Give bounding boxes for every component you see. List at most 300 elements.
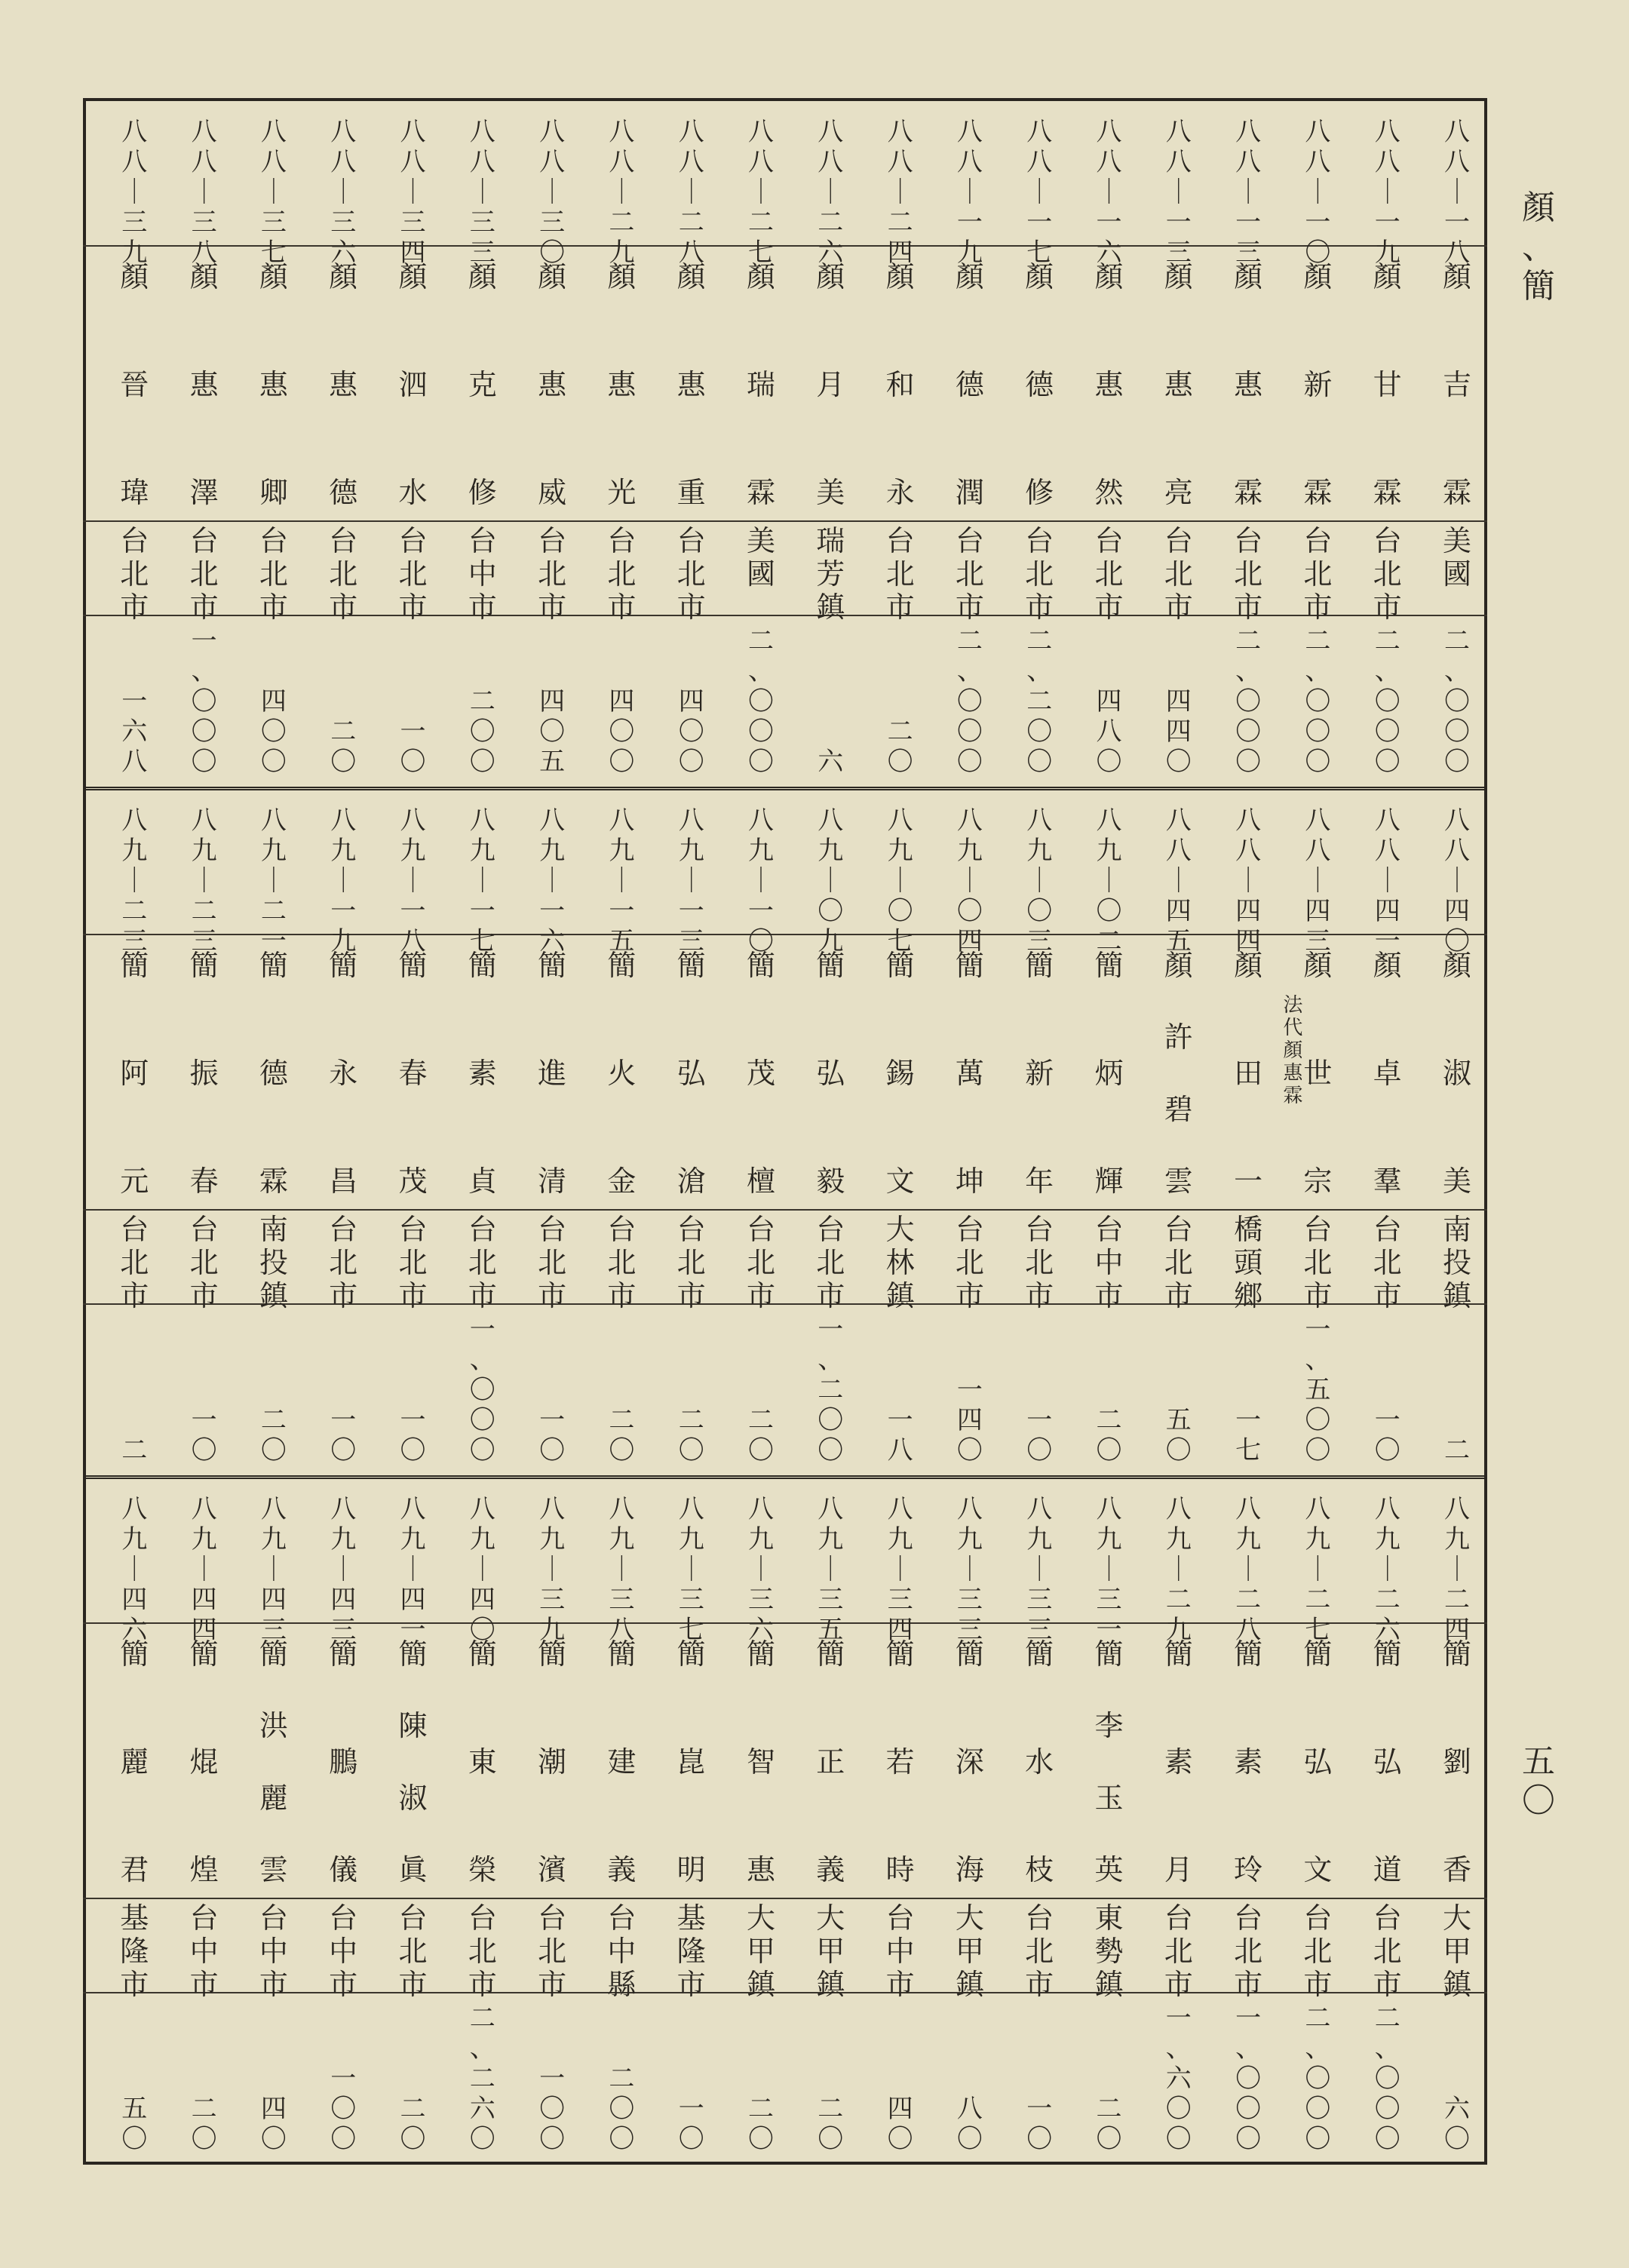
- place: 台 中 市: [329, 1901, 358, 2001]
- entry-number: 八 九 ｜ 三 三: [1026, 1494, 1053, 1645]
- place: 台 北 市: [398, 524, 428, 624]
- amount: 一 〇: [678, 2094, 704, 2154]
- entry-number: 八 八 ｜ 三 六: [330, 117, 357, 268]
- amount: 二 〇: [1096, 1405, 1122, 1465]
- entry-number: 八 九 ｜ 二 九: [1165, 1494, 1192, 1645]
- donor-name: 顏 惠 亮: [1164, 260, 1193, 509]
- place: 東 勢 鎮: [1094, 1901, 1124, 2001]
- donor-name: 簡 春 茂: [398, 949, 428, 1198]
- donor-name: 顏 吉 霖: [1442, 260, 1471, 509]
- amount: 四 〇 五: [539, 686, 566, 777]
- register-entry: [866, 102, 935, 784]
- register-entry: [239, 790, 308, 1473]
- entry-number: 八 九 ｜ 二 三: [121, 806, 148, 956]
- amount: 四 〇 〇: [678, 686, 704, 777]
- register-entry: [170, 790, 239, 1473]
- place: 台 北 市: [1373, 1213, 1402, 1312]
- donor-name: 簡 智 惠: [746, 1637, 775, 1886]
- entry-number: 八 九 ｜ 〇 三: [1026, 806, 1053, 956]
- entry-number: 八 九 ｜ 一 五: [609, 806, 635, 956]
- register-entry: [657, 790, 726, 1473]
- amount: 二 〇: [818, 2094, 844, 2154]
- donor-name: 簡 東 榮: [468, 1637, 497, 1886]
- place: 台 北 市: [1164, 1213, 1193, 1312]
- donor-name: 顏 晉 瑋: [120, 260, 149, 509]
- place: 基 隆 市: [120, 1901, 149, 2001]
- entry-number: 八 八 ｜ 四 五: [1165, 806, 1192, 956]
- amount: 二 〇: [748, 2094, 774, 2154]
- entry-number: 八 八 ｜ 二 七: [748, 117, 774, 268]
- place: 瑞 芳 鎮: [816, 524, 845, 624]
- register-entry: [448, 1479, 517, 2162]
- amount: 一 、 〇 〇 〇: [1235, 2003, 1262, 2154]
- donor-name: 簡 素 玲: [1234, 1637, 1263, 1886]
- register-entry: [866, 1479, 935, 2162]
- register-entry: [657, 1479, 726, 2162]
- amount: 一 〇 〇: [330, 2064, 357, 2154]
- register-entry: [1144, 1479, 1213, 2162]
- place: 台 北 市: [746, 1213, 775, 1312]
- register-entry: [308, 102, 378, 784]
- place: 台 北 市: [259, 524, 288, 624]
- register-block: [83, 790, 1487, 1473]
- entry-number: 八 八 ｜ 四 三: [1305, 806, 1331, 956]
- entry-number: 八 八 ｜ 二 八: [678, 117, 704, 268]
- register-entry: [170, 102, 239, 784]
- donor-name: 簡 李 玉 英: [1094, 1637, 1124, 1886]
- donor-name: 顏 世 宗: [1303, 949, 1333, 1198]
- amount: 二 〇: [191, 2094, 217, 2154]
- donor-name: 簡 阿 元: [120, 949, 149, 1198]
- amount: 二 〇 〇: [469, 686, 495, 777]
- amount: 二 〇: [330, 717, 357, 777]
- register-entry: [1075, 1479, 1144, 2162]
- register-entry: [517, 790, 587, 1473]
- place: 台 中 市: [885, 1901, 915, 2001]
- register-entry: [379, 102, 448, 784]
- place: 台 北 市: [538, 1213, 567, 1312]
- amount: 四 四 〇: [1165, 686, 1192, 777]
- amount: 二 〇: [678, 1405, 704, 1465]
- place: 台 北 市: [538, 524, 567, 624]
- donor-name: 簡 洪 麗 雲: [259, 1637, 288, 1886]
- entry-number: 八 八 ｜ 三 三: [469, 117, 495, 268]
- running-head: 顏 、 簡: [1522, 189, 1555, 305]
- amount: 六: [818, 747, 844, 777]
- entry-number: 八 九 ｜ 二 七: [1305, 1494, 1331, 1645]
- register-entry: [1353, 102, 1422, 784]
- amount: 二 、 〇 〇 〇: [1374, 626, 1400, 777]
- amount: 一 〇: [400, 717, 426, 777]
- entry-number: 八 八 ｜ 四 四: [1235, 806, 1262, 956]
- register-entry: [796, 790, 865, 1473]
- register-entry: [726, 102, 796, 784]
- donor-name: 顏 惠 德: [329, 260, 358, 509]
- place: 台 北 市: [398, 1901, 428, 2001]
- register-entry: [796, 1479, 865, 2162]
- entry-number: 八 八 ｜ 二 六: [818, 117, 844, 268]
- register-entry: [1353, 1479, 1422, 2162]
- amount: 二 〇: [400, 2094, 426, 2154]
- donor-name: 顏 克 修: [468, 260, 497, 509]
- donor-name: 顏 惠 然: [1094, 260, 1124, 509]
- amount: 五 〇: [1165, 1405, 1192, 1465]
- register-block: [83, 1479, 1487, 2162]
- donor-name: 簡 正 義: [816, 1637, 845, 1886]
- entry-number: 八 九 ｜ 三 九: [539, 1494, 566, 1645]
- entry-number: 八 九 ｜ 三 四: [887, 1494, 913, 1645]
- place: 台 中 縣: [607, 1901, 637, 2001]
- entry-number: 八 九 ｜ 一 三: [678, 806, 704, 956]
- amount: 二 、 二 〇 〇: [1026, 626, 1053, 777]
- donor-name: 顏 惠 威: [538, 260, 567, 509]
- entry-number: 八 八 ｜ 一 三: [1235, 117, 1262, 268]
- donor-name: 顏 新 霖: [1303, 260, 1333, 509]
- donor-name: 簡 弘 道: [1373, 1637, 1402, 1886]
- amount: 一 〇: [191, 1405, 217, 1465]
- place: 大 林 鎮: [885, 1213, 915, 1312]
- amount: 二 〇: [1096, 2094, 1122, 2154]
- entry-number: 八 九 ｜ 〇 九: [818, 806, 844, 956]
- donor-name: 顏 月 美: [816, 260, 845, 509]
- entry-number: 八 九 ｜ 三 六: [748, 1494, 774, 1645]
- entry-number: 八 九 ｜ 〇 二: [1096, 806, 1122, 956]
- register-entry: [1213, 1479, 1283, 2162]
- register-entry: [587, 790, 656, 1473]
- amount: 二 〇: [887, 717, 913, 777]
- donor-name: 簡 陳 淑 眞: [398, 1637, 428, 1886]
- donor-name: 顏 和 永: [885, 260, 915, 509]
- amount: 一 〇: [1374, 1405, 1400, 1465]
- entry-number: 八 八 ｜ 二 四: [887, 117, 913, 268]
- donor-name: 簡 錫 文: [885, 949, 915, 1198]
- amount: 六 〇: [1444, 2094, 1470, 2154]
- donor-name: 簡 炳 輝: [1094, 949, 1124, 1198]
- amount: 四 〇 〇: [609, 686, 635, 777]
- place: 台 北 市: [816, 1213, 845, 1312]
- register-entry: [379, 790, 448, 1473]
- donor-name: 簡 火 金: [607, 949, 637, 1198]
- entry-number: 八 九 ｜ 二 六: [1374, 1494, 1400, 1645]
- amount: 二 、 〇 〇 〇: [1235, 626, 1262, 777]
- entry-number: 八 九 ｜ 三 一: [1096, 1494, 1122, 1645]
- place: 台 北 市: [1025, 524, 1054, 624]
- place: 基 隆 市: [676, 1901, 706, 2001]
- entry-number: 八 八 ｜ 一 六: [1096, 117, 1122, 268]
- amount: 二 〇: [609, 1405, 635, 1465]
- donor-name: 簡 劉 香: [1442, 1637, 1471, 1886]
- entry-number: 八 八 ｜ 三 四: [400, 117, 426, 268]
- amount: 一 、 〇 〇 〇: [191, 626, 217, 777]
- entry-number: 八 九 ｜ 四 三: [330, 1494, 357, 1645]
- entry-number: 八 八 ｜ 一 三: [1165, 117, 1192, 268]
- amount: 二: [1444, 1435, 1470, 1465]
- amount: 二 、 二 六 〇: [469, 2003, 495, 2154]
- donor-name: 簡 麗 君: [120, 1637, 149, 1886]
- place: 大 甲 鎮: [746, 1901, 775, 2001]
- register-entry: [1422, 790, 1492, 1473]
- donor-name: 顏 瑞 霖: [746, 260, 775, 509]
- entry-number: 八 九 ｜ 二 八: [1235, 1494, 1262, 1645]
- entry-number: 八 九 ｜ 四 六: [121, 1494, 148, 1645]
- register-entry: [100, 1479, 169, 2162]
- entry-number: 八 八 ｜ 一 七: [1026, 117, 1053, 268]
- register-entry: [1283, 790, 1352, 1473]
- register-entry: [726, 790, 796, 1473]
- register-entry: [170, 1479, 239, 2162]
- entry-number: 八 九 ｜ 四 一: [400, 1494, 426, 1645]
- amount: 一 、 〇 〇 〇: [469, 1315, 495, 1465]
- amount: 二 〇: [260, 1405, 287, 1465]
- entry-number: 八 九 ｜ 三 五: [818, 1494, 844, 1645]
- entry-number: 八 八 ｜ 三 七: [260, 117, 287, 268]
- entry-number: 八 九 ｜ 一 六: [539, 806, 566, 956]
- register-entry: [1005, 102, 1074, 784]
- place: 台 北 市: [538, 1901, 567, 2001]
- register-entry: [935, 790, 1005, 1473]
- amount: 一 八: [887, 1405, 913, 1465]
- place: 台 北 市: [607, 524, 637, 624]
- amount: 一 、 六 〇 〇: [1165, 2003, 1192, 2154]
- donor-name: 顏 田 一: [1234, 949, 1263, 1198]
- register-entry: [1144, 102, 1213, 784]
- donor-name: 簡 振 春: [189, 949, 219, 1198]
- register-entry: [1213, 102, 1283, 784]
- register-entry: [1213, 790, 1283, 1473]
- amount: 一 、 二 〇 〇: [818, 1315, 844, 1465]
- place: 台 北 市: [1234, 1901, 1263, 2001]
- register-entry: [100, 790, 169, 1473]
- donor-name: 顏 淑 美: [1442, 949, 1471, 1198]
- place: 台 北 市: [329, 1213, 358, 1312]
- place: 台 北 市: [676, 524, 706, 624]
- register-block: [83, 102, 1487, 784]
- amount: 二 、 〇 〇 〇: [1305, 626, 1331, 777]
- place: 台 北 市: [1025, 1901, 1054, 2001]
- register-entry: [1144, 790, 1213, 1473]
- amount: 一 〇: [1026, 1405, 1053, 1465]
- register-entry: [1283, 102, 1352, 784]
- place: 台 北 市: [607, 1213, 637, 1312]
- donor-name: 簡 素 貞: [468, 949, 497, 1198]
- register-entry: [1422, 1479, 1492, 2162]
- amount: 二 、 〇 〇 〇: [1305, 2003, 1331, 2154]
- place: 台 北 市: [955, 524, 984, 624]
- donor-name: 簡 弘 滄: [676, 949, 706, 1198]
- donor-name: 簡 弘 文: [1303, 1637, 1333, 1886]
- register-entry: [239, 102, 308, 784]
- entry-number: 八 九 ｜ 二 四: [1444, 1494, 1470, 1645]
- place: 台 北 市: [955, 1213, 984, 1312]
- place: 台 北 市: [189, 524, 219, 624]
- place: 台 中 市: [189, 1901, 219, 2001]
- donor-name: 簡 焜 煌: [189, 1637, 219, 1886]
- entry-number: 八 八 ｜ 四 一: [1374, 806, 1400, 956]
- amount: 一 〇: [539, 1405, 566, 1465]
- amount: 一 〇 〇: [539, 2064, 566, 2154]
- entry-number: 八 八 ｜ 一 〇: [1305, 117, 1331, 268]
- donor-name: 顏 泗 水: [398, 260, 428, 509]
- place: 南 投 鎮: [1442, 1213, 1471, 1312]
- amount: 二 〇: [748, 1405, 774, 1465]
- place: 台 北 市: [329, 524, 358, 624]
- register-entry: [517, 102, 587, 784]
- place: 台 北 市: [1303, 1901, 1333, 2001]
- place: 大 甲 鎮: [955, 1901, 984, 2001]
- register-entry: [1353, 790, 1422, 1473]
- place: 台 北 市: [120, 1213, 149, 1312]
- place: 台 北 市: [1025, 1213, 1054, 1312]
- register-entry: [935, 102, 1005, 784]
- amount: 四 〇 〇: [260, 686, 287, 777]
- donor-name: 簡 素 月: [1164, 1637, 1193, 1886]
- place: 台 北 市: [885, 524, 915, 624]
- place: 南 投 鎮: [259, 1213, 288, 1312]
- donor-name: 顏 卓 羣: [1373, 949, 1402, 1198]
- donor-name: 簡 深 海: [955, 1637, 984, 1886]
- register-entry: [448, 102, 517, 784]
- register-entry: [1005, 790, 1074, 1473]
- place: 台 北 市: [1164, 1901, 1193, 2001]
- register-entry: [657, 102, 726, 784]
- place: 台 北 市: [468, 1213, 497, 1312]
- register-entry: [1075, 790, 1144, 1473]
- place: 台 中 市: [468, 524, 497, 624]
- entry-number: 八 八 ｜ 四 〇: [1444, 806, 1470, 956]
- amount: 四 八 〇: [1096, 686, 1122, 777]
- entry-number: 八 九 ｜ 三 七: [678, 1494, 704, 1645]
- register-entry: [587, 102, 656, 784]
- donor-name: 簡 建 義: [607, 1637, 637, 1886]
- register-entry: [239, 1479, 308, 2162]
- amount: 二 、 〇 〇 〇: [1444, 626, 1470, 777]
- register-entry: [1005, 1479, 1074, 2162]
- register-entry: [726, 1479, 796, 2162]
- entry-number: 八 八 ｜ 三 八: [191, 117, 217, 268]
- donor-name: 簡 新 年: [1025, 949, 1054, 1198]
- register-entry: [866, 790, 935, 1473]
- donor-name: 簡 茂 檀: [746, 949, 775, 1198]
- entry-number: 八 八 ｜ 一 九: [1374, 117, 1400, 268]
- register-entry: [517, 1479, 587, 2162]
- donor-name: 顏 德 潤: [955, 260, 984, 509]
- donor-name: 簡 德 霖: [259, 949, 288, 1198]
- place: 台 北 市: [189, 1213, 219, 1312]
- place: 台 北 市: [1373, 1901, 1402, 2001]
- amount: 二 、 〇 〇 〇: [956, 626, 983, 777]
- amount: 四 〇: [260, 2094, 287, 2154]
- place: 台 北 市: [1234, 524, 1263, 624]
- amount: 一 〇: [330, 1405, 357, 1465]
- register-entry: [100, 102, 169, 784]
- entry-number: 八 九 ｜ 〇 四: [956, 806, 983, 956]
- amount: 一 、 五 〇 〇: [1305, 1315, 1331, 1465]
- place: 台 北 市: [120, 524, 149, 624]
- page-number: 五 〇: [1522, 1742, 1555, 1820]
- entry-number: 八 九 ｜ 四 〇: [469, 1494, 495, 1645]
- donor-name: 簡 若 時: [885, 1637, 915, 1886]
- amount: 一 六 八: [121, 686, 148, 777]
- amount: 二 、 〇 〇 〇: [1374, 2003, 1400, 2154]
- donor-name: 簡 弘 毅: [816, 949, 845, 1198]
- place: 美 國: [746, 524, 775, 591]
- place: 台 北 市: [398, 1213, 428, 1312]
- entry-number: 八 九 ｜ 四 四: [191, 1494, 217, 1645]
- place: 大 甲 鎮: [1442, 1901, 1471, 2001]
- donor-name: 簡 崑 明: [676, 1637, 706, 1886]
- entry-number: 八 九 ｜ 〇 七: [887, 806, 913, 956]
- donor-name: 顏 許 碧 雲: [1164, 949, 1193, 1198]
- amount: 一 〇: [1026, 2094, 1053, 2154]
- register-entry: [796, 102, 865, 784]
- register-entry: [448, 790, 517, 1473]
- entry-number: 八 九 ｜ 四 三: [260, 1494, 287, 1645]
- place: 台 北 市: [1373, 524, 1402, 624]
- register-entry: [1422, 102, 1492, 784]
- amount: 五 〇: [121, 2094, 148, 2154]
- donor-name: 簡 鵬 儀: [329, 1637, 358, 1886]
- donor-name: 顏 德 修: [1025, 260, 1054, 509]
- donor-name: 顏 惠 卿: [259, 260, 288, 509]
- place: 台 北 市: [1094, 524, 1124, 624]
- entry-number: 八 九 ｜ 一 八: [400, 806, 426, 956]
- donor-name: 顏 惠 重: [676, 260, 706, 509]
- register-entry: [308, 1479, 378, 2162]
- entry-number: 八 八 ｜ 一 八: [1444, 117, 1470, 268]
- place: 美 國: [1442, 524, 1471, 591]
- donor-name: 顏 惠 霖: [1234, 260, 1263, 509]
- donor-name: 簡 潮 濱: [538, 1637, 567, 1886]
- amount: 八 〇: [956, 2094, 983, 2154]
- place: 台 中 市: [1094, 1213, 1124, 1312]
- place: 台 北 市: [1303, 524, 1333, 624]
- entry-number: 八 八 ｜ 二 九: [609, 117, 635, 268]
- place: 台 北 市: [1164, 524, 1193, 624]
- amount: 一 〇: [400, 1405, 426, 1465]
- entry-number: 八 八 ｜ 三 九: [121, 117, 148, 268]
- amount: 二 、 〇 〇 〇: [748, 626, 774, 777]
- register-entry: [379, 1479, 448, 2162]
- entry-number: 八 九 ｜ 三 八: [609, 1494, 635, 1645]
- amount: 四 〇: [887, 2094, 913, 2154]
- donor-name: 顏 惠 澤: [189, 260, 219, 509]
- donor-name: 簡 水 枝: [1025, 1637, 1054, 1886]
- amount: 一 四 〇: [956, 1375, 983, 1465]
- donor-name: 簡 進 清: [538, 949, 567, 1198]
- place: 台 北 市: [676, 1213, 706, 1312]
- entry-number: 八 九 ｜ 三 三: [956, 1494, 983, 1645]
- place: 台 中 市: [259, 1901, 288, 2001]
- entry-number: 八 九 ｜ 一 七: [469, 806, 495, 956]
- amount: 二: [121, 1435, 148, 1465]
- donor-name: 簡 永 昌: [329, 949, 358, 1198]
- entry-number: 八 九 ｜ 二 一: [260, 806, 287, 956]
- donor-name: 顏 惠 光: [607, 260, 637, 509]
- entry-number: 八 九 ｜ 一 〇: [748, 806, 774, 956]
- place: 大 甲 鎮: [816, 1901, 845, 2001]
- donor-name: 簡 萬 坤: [955, 949, 984, 1198]
- amount: 一 七: [1235, 1405, 1262, 1465]
- entry-number: 八 九 ｜ 二 三: [191, 806, 217, 956]
- entry-number: 八 八 ｜ 三 〇: [539, 117, 566, 268]
- donor-name: 顏 甘 霖: [1373, 260, 1402, 509]
- register-entry: [935, 1479, 1005, 2162]
- place: 橋 頭 鄉: [1234, 1213, 1263, 1312]
- place: 台 北 市: [1303, 1213, 1333, 1312]
- guardian-note: 法 代 顏 惠 霖: [1283, 994, 1303, 1107]
- entry-number: 八 九 ｜ 一 九: [330, 806, 357, 956]
- register-entry: [1075, 102, 1144, 784]
